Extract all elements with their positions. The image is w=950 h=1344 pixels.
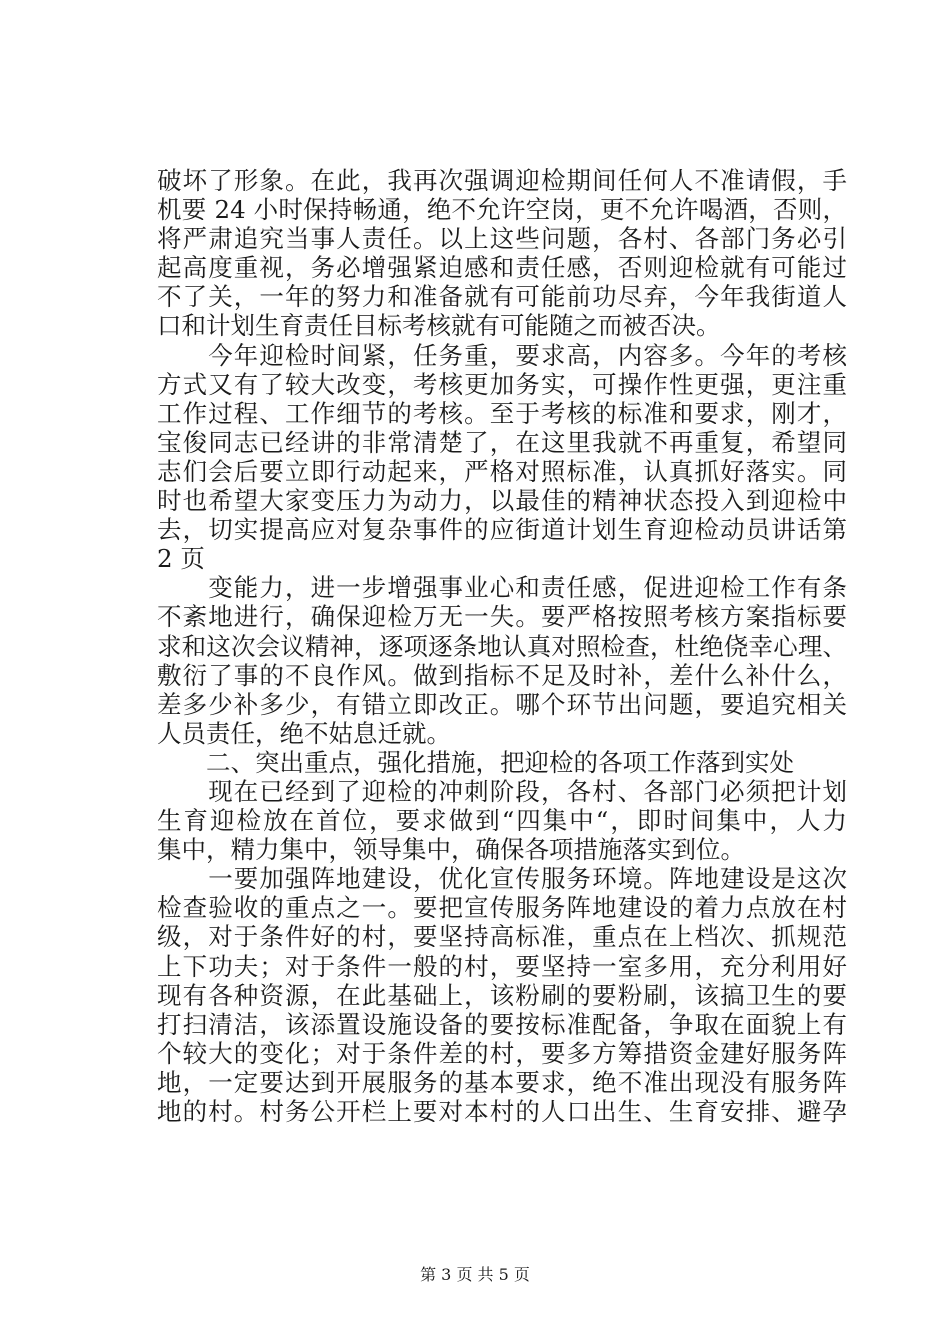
text-line: 求和这次会议精神，逐项逐条地认真对照检查，杜绝侥幸心理、: [157, 631, 847, 661]
text-line: 地，一定要达到开展服务的基本要求，绝不准出现没有服务阵: [157, 1067, 847, 1097]
page-footer: 第 3 页 共 5 页: [420, 1265, 530, 1284]
text-line: 二、突出重点，强化措施，把迎检的各项工作落到实处: [157, 747, 794, 777]
text-line: 变能力，进一步增强事业心和责任感，促进迎检工作有条: [157, 573, 847, 603]
text-line: 个较大的变化；对于条件差的村，要多方筹措资金建好服务阵: [157, 1038, 847, 1068]
text-line: 不紊地进行，确保迎检万无一失。要严格按照考核方案指标要: [157, 602, 847, 632]
text-line: 将严肃追究当事人责任。以上这些问题，各村、各部门务必引: [157, 224, 847, 254]
text-line: 生育迎检放在首位，要求做到“四集中“，即时间集中，人力: [157, 806, 847, 836]
text-line: 方式又有了较大改变，考核更加务实，可操作性更强，更注重: [157, 369, 847, 399]
text-line: 志们会后要立即行动起来，严格对照标准，认真抓好落实。同: [157, 456, 847, 486]
text-line: 今年迎检时间紧，任务重，要求高，内容多。今年的考核: [157, 340, 847, 370]
text-line: 工作过程、工作细节的考核。至于考核的标准和要求，刚才，: [157, 398, 847, 428]
text-line: 现有各种资源，在此基础上，该粉刷的要粉刷，该搞卫生的要: [157, 980, 847, 1010]
text-line: 起高度重视，务必增强紧迫感和责任感，否则迎检就有可能过: [157, 253, 847, 283]
text-line: 一要加强阵地建设，优化宣传服务环境。阵地建设是这次: [157, 864, 847, 894]
text-line: 破坏了形象。在此，我再次强调迎检期间任何人不准请假，手: [157, 166, 847, 195]
text-line: 差多少补多少，有错立即改正。哪个环节出问题，要追究相关: [157, 689, 847, 719]
text-line: 级，对于条件好的村，要坚持高标准，重点在上档次、抓规范: [157, 922, 847, 952]
text-line: 检查验收的重点之一。要把宣传服务阵地建设的着力点放在村: [157, 893, 847, 923]
text-line: 不了关，一年的努力和准备就有可能前功尽弃，今年我街道人: [157, 282, 847, 312]
text-line: 2 页: [157, 544, 205, 574]
text-line: 敷衍了事的不良作风。做到指标不足及时补，差什么补什么，: [157, 660, 847, 690]
text-line: 时也希望大家变压力为动力，以最佳的精神状态投入到迎检中: [157, 486, 847, 516]
text-line: 人员责任，绝不姑息迁就。: [157, 718, 451, 748]
text-line: 去，切实提高应对复杂事件的应街道计划生育迎检动员讲话第: [157, 515, 847, 545]
text-line: 集中，精力集中，领导集中，确保各项措施落实到位。: [157, 835, 745, 865]
text-line: 现在已经到了迎检的冲刺阶段，各村、各部门必须把计划: [157, 776, 847, 806]
text-line: 机要 24 小时保持畅通，绝不允许空岗，更不允许喝酒，否则，: [157, 195, 847, 225]
text-line: 打扫清洁，该添置设施设备的要按标准配备，争取在面貌上有: [157, 1009, 847, 1039]
text-line: 地的村。村务公开栏上要对本村的人口出生、生育安排、避孕: [157, 1097, 847, 1126]
text-line: 上下功夫；对于条件一般的村，要坚持一室多用，充分利用好: [157, 951, 847, 981]
document-body: [157, 166, 847, 1126]
text-line: 口和计划生育责任目标考核就有可能随之而被否决。: [157, 311, 721, 341]
text-line: 宝俊同志已经讲的非常清楚了，在这里我就不再重复，希望同: [157, 427, 847, 457]
